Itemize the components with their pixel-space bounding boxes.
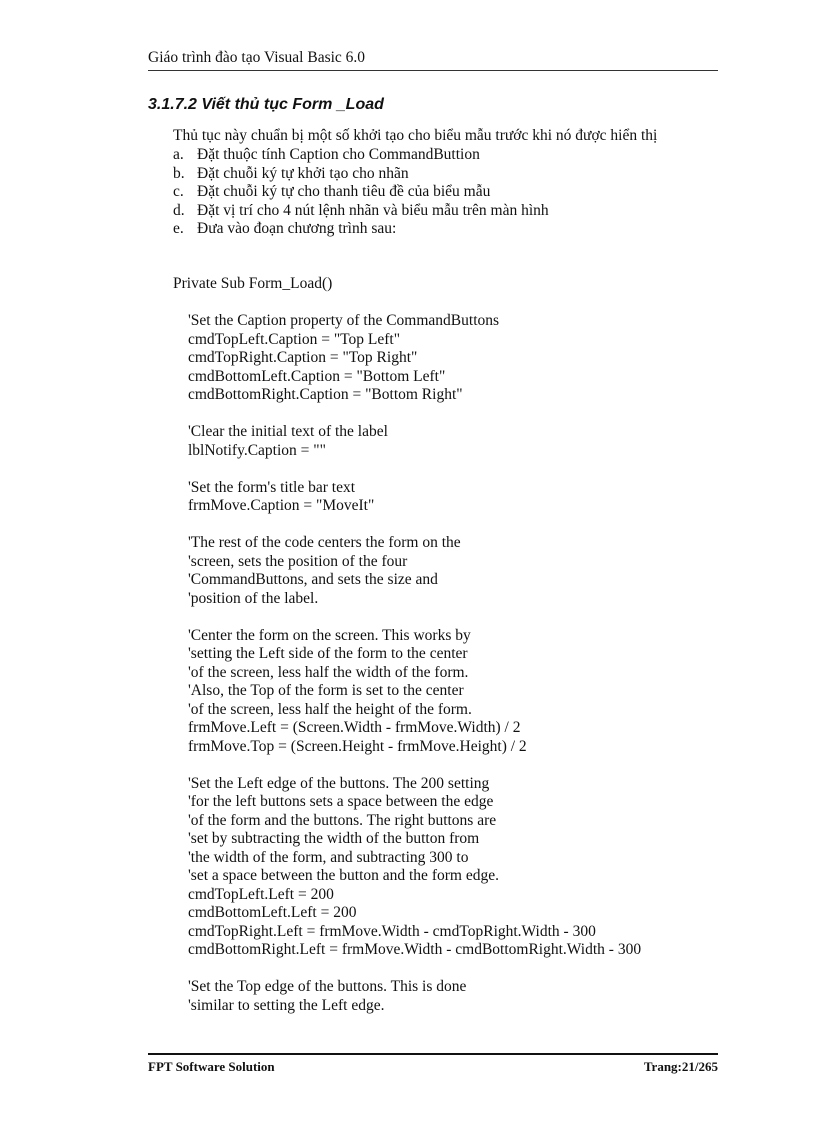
code-procedure-header: Private Sub Form_Load() — [173, 275, 333, 292]
list-item-text: Đặt chuỗi ký tự cho thanh tiêu đề của biểu mẫu — [197, 183, 491, 200]
code-line: 'Center the form on the screen. This works by — [188, 626, 471, 644]
code-line: 'screen, sets the position of the four — [188, 552, 408, 570]
code-line: 'of the screen, less half the height of the form. — [188, 700, 472, 718]
code-line — [188, 516, 641, 535]
list-item-text: Đặt chuỗi ký tự khởi tạo cho nhãn — [197, 164, 409, 182]
code-line: cmdTopLeft.Caption = "Top Left" — [188, 330, 401, 348]
list-item — [173, 220, 549, 239]
code-line: 'Clear the initial text of the label — [188, 423, 388, 440]
code-line: 'similar to setting the Left edge. — [188, 996, 385, 1014]
list-item-text: Đặt thuộc tính Caption cho CommandButtion — [197, 146, 480, 163]
code-line: 'Also, the Top of the form is set to the center — [188, 682, 464, 699]
code-line: cmdTopLeft.Left = 200 — [188, 885, 334, 903]
code-line: 'Set the Caption property of the CommandButtons — [188, 312, 500, 329]
code-line — [188, 460, 641, 479]
list-item — [173, 146, 549, 165]
code-line: 'set by subtracting the width of the button from — [188, 830, 480, 847]
list-item — [173, 202, 549, 221]
code-line: cmdTopRight.Left = frmMove.Width - cmdTopRight.Width - 300 — [188, 922, 596, 940]
code-line: 'of the screen, less half the width of the form. — [188, 663, 469, 681]
code-line: 'position of the label. — [188, 589, 319, 607]
code-line: frmMove.Caption = "MoveIt" — [188, 497, 375, 514]
list-marker: c. — [173, 183, 184, 200]
code-line: 'Set the Top edge of the buttons. This is done — [188, 978, 467, 995]
code-line: frmMove.Left = (Screen.Width - frmMove.Width) / 2 — [188, 719, 521, 736]
footer-company: FPT Software Solution — [148, 1059, 275, 1074]
code-line: 'CommandButtons, and sets the size and — [188, 571, 438, 588]
list-marker: d. — [173, 201, 185, 219]
code-line: 'set a space between the button and the form edge. — [188, 867, 499, 884]
code-block — [188, 312, 641, 1015]
intro-paragraph: Thủ tục này chuẩn bị một số khởi tạo cho biểu mẫu trước khi nó được hiển thị — [173, 127, 658, 144]
code-line: 'setting the Left side of the form to the center — [188, 645, 468, 662]
code-line — [188, 756, 641, 775]
list-marker: e. — [173, 220, 184, 237]
header-title: Giáo trình đào tạo Visual Basic 6.0 — [148, 49, 366, 66]
list-item-text: Đưa vào đoạn chương trình sau: — [197, 220, 397, 237]
code-line — [188, 608, 641, 627]
code-line: cmdBottomRight.Left = frmMove.Width - cmdBottomRight.Width - 300 — [188, 941, 642, 958]
code-line: cmdTopRight.Caption = "Top Right" — [188, 349, 418, 366]
code-line: 'of the form and the buttons. The right buttons are — [188, 811, 497, 829]
code-line: cmdBottomLeft.Left = 200 — [188, 904, 357, 921]
list-item-text: Đặt vị trí cho 4 nút lệnh nhãn và biểu mẫu trên màn hình — [197, 201, 549, 219]
code-line: 'Set the form's title bar text — [188, 478, 356, 496]
code-line — [188, 960, 641, 979]
code-line: cmdBottomRight.Caption = "Bottom Right" — [188, 386, 463, 403]
code-line: 'The rest of the code centers the form on the — [188, 534, 461, 551]
code-line: 'for the left buttons sets a space between the edge — [188, 793, 494, 810]
list-item — [173, 165, 549, 184]
page-footer — [148, 1053, 718, 1075]
footer-page-number: Trang:21/265 — [643, 1059, 718, 1074]
list-marker: b. — [173, 164, 185, 182]
page-header — [148, 48, 718, 71]
list-marker: a. — [173, 146, 184, 163]
section-title: 3.1.7.2 Viết thủ tục Form _Load — [148, 96, 384, 113]
list-item — [173, 183, 549, 202]
code-line: frmMove.Top = (Screen.Height - frmMove.Height) / 2 — [188, 737, 527, 755]
code-line: cmdBottomLeft.Caption = "Bottom Left" — [188, 367, 446, 385]
code-line: lblNotify.Caption = "" — [188, 441, 326, 459]
code-line — [188, 405, 641, 424]
step-list — [173, 146, 549, 239]
code-line: 'the width of the form, and subtracting 300 to — [188, 848, 469, 866]
code-line: 'Set the Left edge of the buttons. The 200 setting — [188, 774, 490, 792]
